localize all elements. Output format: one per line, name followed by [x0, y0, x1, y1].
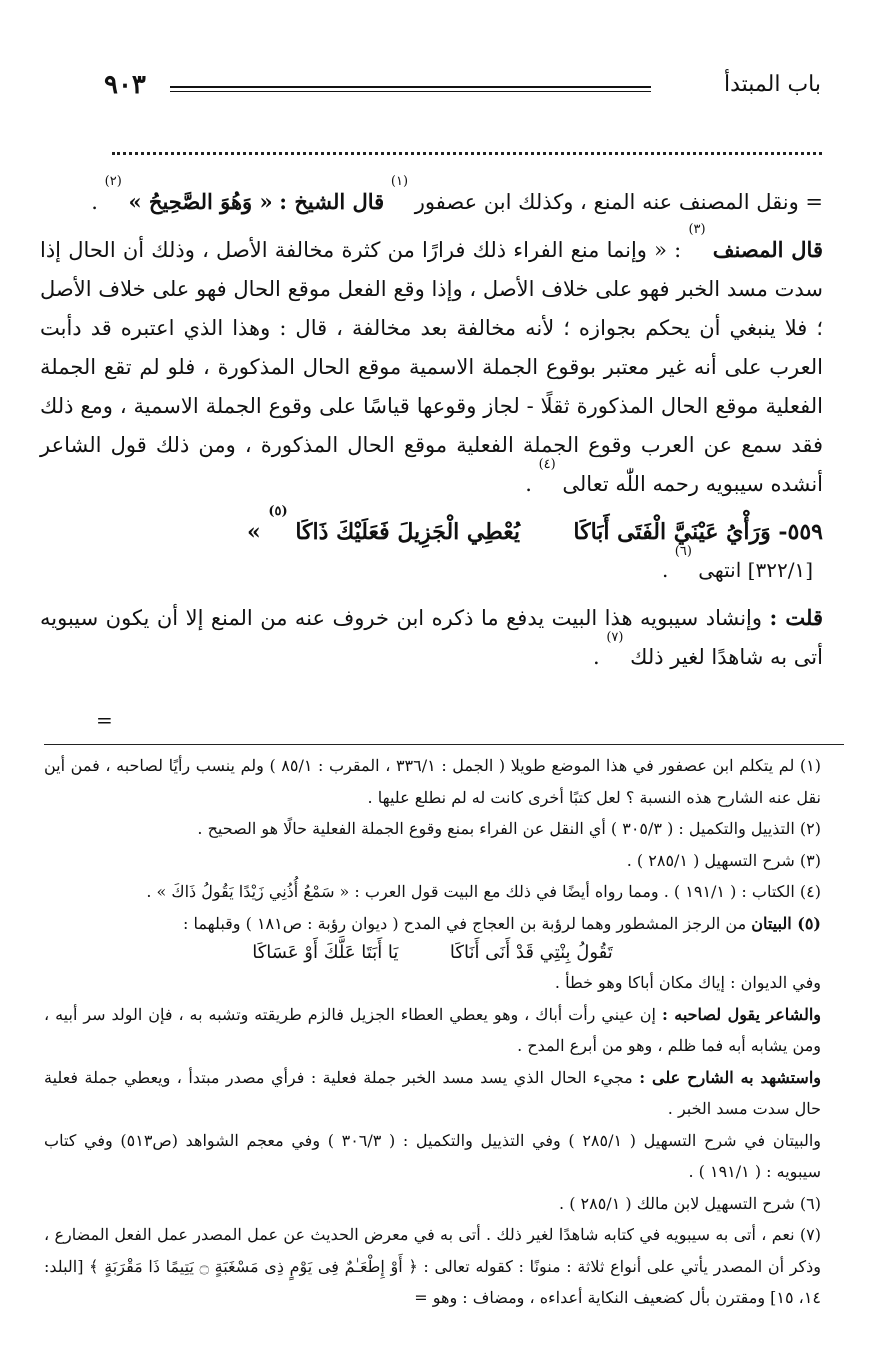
footnote-3: (٣) شرح التسهيل ( ٢٨٥/١ ) . [626, 850, 821, 870]
footnote-5-sources: والبيتان في شرح التسهيل ( ٢٨٥/١ ) وفي التذييل والتكميل : ( ٣٠٦/٣ ) وفي معجم الشواهد (ص٥١٣) وفي كتاب سيبويه : ( ١٩١/١ ) . [44, 1130, 822, 1181]
footnotes [44, 750, 821, 1314]
p2-text: : « وإنما منع الفراء ذلك فرارًا من كثرة مخالفة الأصل ، وذلك أن الحال إذا سدت مسد الخبر فهو على خلاف الأصل ، وإذا وقع الفعل موقع الحال فهو على خلاف الأصل ؛ فلا ينبغي أن يحكم بجوازه ؛ لأنه مخالفة بعد مخالفة ، قال : وهذا الذي اعتبره قد دأبت العرب على أنه غير معتبر بوقوع الجملة الاسمية موقع الحال المذكورة ، فلو لم تقع الجملة الفعلية موقع الحال المذكورة ثقلًا - لجاز وقوعها قياسًا على وقوع الجملة الاسمية ، ومع ذلك فقد سمع عن العرب وقوع الجملة الفعلية موقع الحال المذكورة ، ومن ذلك قول الشاعر أنشده سيبويه رحمه اللّٰه تعالى [40, 238, 823, 496]
footnote-ref-5: (٥) [268, 504, 288, 519]
footnote-ref-6: (٦) [674, 544, 692, 559]
poetry-verse-559 [40, 504, 823, 552]
footnote-5 [44, 908, 821, 940]
p1-bold-phrase: قال الشيخ : [279, 189, 385, 214]
fn5-witness-lead: واستشهد به الشارح على : [639, 1067, 822, 1087]
p3-text: وإنشاد سيبويه هذا البيت يدفع ما ذكره ابن خروف عنه من المنع إلا أن يكون سيبويه أتى به شاهدًا لغير ذلك [40, 606, 823, 669]
footnote-ref-7: (٧) [606, 630, 624, 645]
footnote-ref-4: (٤) [538, 457, 556, 472]
verse-close-quote: » [246, 519, 261, 545]
p1-quote: « وَهُوَ الصَّحِيحُ » [128, 189, 273, 214]
p2-bold-phrase: قال المصنف [712, 237, 823, 262]
ref-tail: . [662, 558, 669, 582]
footnote-separator [44, 744, 844, 745]
p3-tail: . [592, 645, 600, 669]
footnote-7: (٧) نعم ، أتى به سيبويه في كتابه شاهدًا لغير ذلك . أتى به في معرض الحديث عن عمل المصدر عمل الفعل المضارع ، وذكر أن المصدر يأتي على أنواع ثلاثة : منونًا : كقوله تعالى : ﴿ أَوْ إِطْعَـٰمٌ فِى يَوْمٍ ذِى مَسْغَبَةٍ ۝ يَتِيمًا ذَا مَقْرَبَةٍ ﴾ [البلد: ١٤، ١٥] ومقترن بأل كضعيف النكاية أعداءه ، ومضاف : وهو = [44, 1225, 822, 1307]
main-text [40, 174, 823, 685]
fn5-verse-hemistich-2: يَا أَبَتَا عَلَّكَ أَوْ عَسَاكَا [252, 942, 399, 963]
dotted-separator [112, 152, 822, 155]
footnote-5-witness [44, 1062, 821, 1125]
p2-tail: . [525, 472, 532, 496]
footnote-5-diwan: وفي الديوان : إياك مكان أباكا وهو خطأ . [554, 973, 821, 992]
p1-tail: . [91, 190, 98, 214]
page-number: ٩٠٣ [104, 70, 146, 100]
p1-lead: = ونقل المصنف عنه المنع ، وكذلك ابن عصفور [414, 190, 823, 214]
p3-bold-phrase: قلت : [769, 605, 823, 630]
footnote-4: (٤) الكتاب : ( ١٩١/١ ) . ومما رواه أيضًا في ذلك مع البيت قول العرب : « سَمْعُ أُذُنِي زَيْدًا يَقُولُ ذَاكَ » . [146, 882, 821, 901]
footnote-ref-2: (٢) [104, 174, 122, 189]
reference-line [40, 544, 813, 588]
footnote-5-meaning [44, 999, 821, 1062]
fn5-bold-lead: (٥) البيتان [751, 913, 821, 933]
footnote-ref-1: (١) [390, 174, 409, 189]
end-of-quote: انتهى [698, 558, 742, 582]
verse-hemistich-1: وَرَأْيُ عَيْنَيَّ الْفَتَى أَبَاكَا [573, 519, 771, 545]
chapter-title: باب المبتدأ [723, 72, 821, 97]
volume-reference: [٣٢٢/١] [747, 558, 813, 582]
fn5-meaning-lead: والشاعر يقول لصاحبه : [661, 1004, 822, 1024]
continuation-mark: = [96, 708, 113, 732]
header-double-rule [170, 86, 651, 92]
fn5-text: من الرجز المشطور وهما لرؤبة بن العجاج في المدح ( ديوان رؤبة : ص١٨١ ) وقبلهما : [183, 913, 747, 933]
paragraph-3 [40, 598, 823, 677]
verse-number: ٥٥٩- [778, 519, 823, 545]
footnote-6: (٦) شرح التسهيل لابن مالك ( ٢٨٥/١ ) . [559, 1193, 821, 1213]
footnote-ref-3: (٣) [688, 222, 706, 237]
paragraph-1 [40, 174, 823, 222]
footnote-1: (١) لم يتكلم ابن عصفور في هذا الموضع طويلا ( الجمل : ٣٣٦/١ ، المقرب : ٨٥/١ ) ولم ينسب رأيًا لصاحبه ، فمن أين نقل عنه الشارح هذه النسبة ؟ لعل كتبًا أخرى كانت له لم نطلع عليها . [44, 756, 821, 807]
running-header [100, 70, 821, 106]
footnote-2: (٢) التذييل والتكميل : ( ٣٠٥/٣ ) أي النقل عن الفراء بمنع وقوع الجملة الفعلية حالًا هو الصحيح . [197, 819, 821, 838]
footnote-5-verse [104, 939, 761, 967]
fn5-verse-hemistich-1: تَقُولُ بِنْتِي قَدْ أَنَى أَنَاكَا [449, 942, 613, 963]
fn5-witness-text: مجيء الحال الذي يسد مسد الخبر جملة فعلية : فرأي مصدر مبتدأ ، ويعطي جملة فعلية حال سدت مسد الخبر . [44, 1067, 821, 1118]
verse-hemistich-2: يُعْطِي الْجَزِيلَ فَعَلَيْكَ ذَاكَا [295, 519, 521, 545]
fn5-meaning-text: إن عيني رأت أباك ، وهو يعطي العطاء الجزيل فالزم طريقته وتشبه به ، فإن الولد سر أبيه ، ومن يشابه أبه فما ظلم ، وهو من أبرع المدح . [44, 1004, 821, 1055]
paragraph-2 [40, 222, 823, 504]
